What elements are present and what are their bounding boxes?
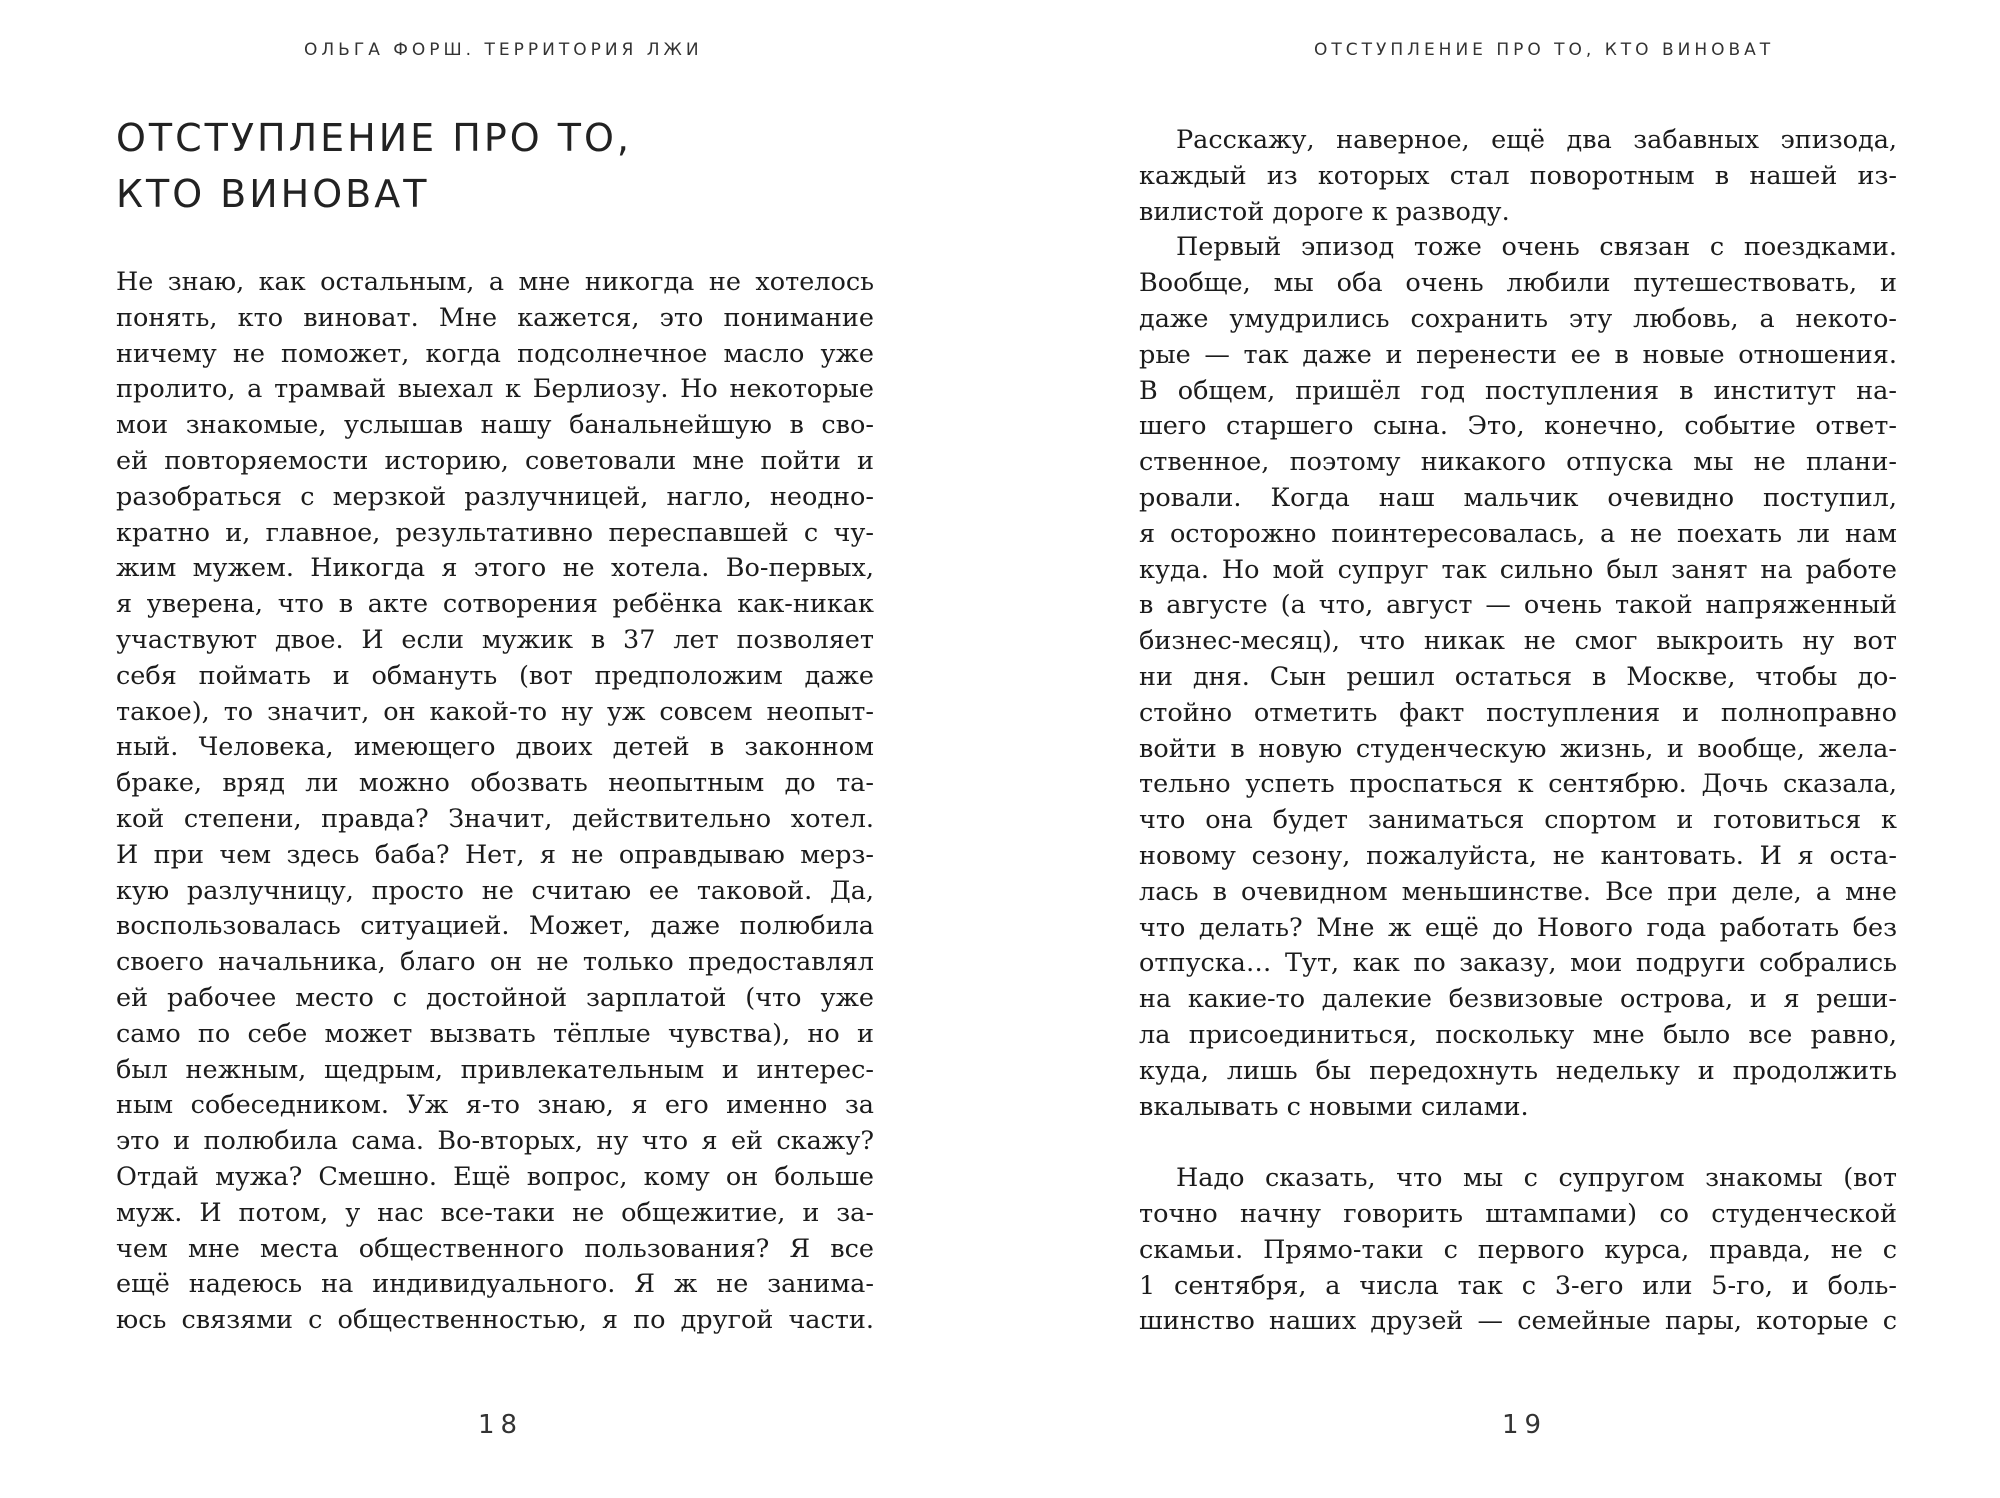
text-line: ей повторяемости историю, советовали мне пойти и <box>116 445 874 476</box>
text-line: ещё надеюсь на индивидуального. Я ж не занима- <box>116 1269 874 1300</box>
text-line: браке, вряд ли можно обозвать неопытным до та- <box>116 768 874 799</box>
text-line: Первый эпизод тоже очень связан с поездками. <box>1176 232 1897 263</box>
text-line: был нежным, щедрым, привлекательным и интерес- <box>116 1054 874 1085</box>
text-line: кую разлучницу, просто не считаю ее таковой. Да, <box>116 875 874 906</box>
text-line: пролито, а трамвай выехал к Берлиозу. Но некоторые <box>116 374 874 405</box>
text-line: рые — так даже и перенести ее в новые отношения. <box>1139 339 1897 370</box>
chapter-title <box>116 110 632 222</box>
text-line: вкалывать с новыми силами. <box>1139 1091 1529 1122</box>
text-line: это и полюбила сама. Во-вторых, ну что я ей скажу? <box>116 1126 874 1157</box>
text-line: на какие-то далекие безвизовые острова, и я реши- <box>1139 984 1897 1015</box>
text-line: такое), то значит, он какой-то ну уж совсем неопыт- <box>116 696 874 727</box>
text-line: понять, кто виноват. Мне кажется, это понимание <box>116 302 874 333</box>
text-line: скамьи. Прямо-таки с первого курса, правда, не с <box>1139 1234 1897 1265</box>
text-line: своего начальника, благо он не только предоставлял <box>116 947 874 978</box>
paragraph-gap <box>1139 1125 1897 1161</box>
text-line: кратно и, главное, результативно переспавшей с чу- <box>116 517 874 548</box>
text-line: само по себе может вызвать тёплые чувства), но и <box>116 1018 874 1049</box>
text-line: ным собеседником. Уж я-то знаю, я его именно за <box>116 1090 874 1121</box>
text-line: В общем, пришёл год поступления в институт на- <box>1139 375 1897 406</box>
page-number-left: 18 <box>478 1410 524 1440</box>
text-line: себя поймать и обмануть (вот предположим даже <box>116 660 874 691</box>
text-line: муж. И потом, у нас все-таки не общежитие, и за- <box>116 1197 874 1228</box>
right-page <box>1000 0 2000 1498</box>
text-line: новому сезону, пожалуйста, не кантовать. И я оста- <box>1139 840 1897 871</box>
text-line: Не знаю, как остальным, а мне никогда не хотелось <box>116 267 874 297</box>
text-line: Надо сказать, что мы с супругом знакомы (вот <box>1176 1163 1897 1194</box>
text-line: Расскажу, наверное, ещё два забавных эпизода, <box>1176 125 1897 155</box>
text-line: кой степени, правда? Значит, действительно хотел. <box>116 803 874 834</box>
text-line: ни дня. Сын решил остаться в Москве, чтобы до- <box>1139 661 1897 692</box>
text-line: разобраться с мерзкой разлучницей, нагло, неодно- <box>116 481 874 512</box>
text-line: мои знакомые, услышав нашу банальнейшую в сво- <box>116 410 874 441</box>
text-line: Вообще, мы оба очень любили путешествовать, и <box>1139 268 1897 299</box>
text-line: отпуска… Тут, как по заказу, мои подруги собрались <box>1139 948 1897 979</box>
text-line: юсь связями с общественностью, я по другой части. <box>116 1305 874 1336</box>
text-line: ровали. Когда наш мальчик очевидно поступил, <box>1139 482 1897 513</box>
page-number-right: 19 <box>1502 1410 1548 1440</box>
text-line: ничему не поможет, когда подсолнечное масло уже <box>116 338 874 369</box>
text-line: войти в новую студенческую жизнь, и вообще, жела- <box>1139 733 1897 764</box>
text-line: тельно успеть проспаться к сентябрю. Дочь сказала, <box>1139 769 1897 800</box>
text-line: ный. Человека, имеющего двоих детей в законном <box>116 732 874 763</box>
text-line: я осторожно поинтересовалась, а не поехать ли нам <box>1139 518 1897 549</box>
running-head-left: ОЛЬГА ФОРШ. ТЕРРИТОРИЯ ЛЖИ <box>304 40 703 60</box>
chapter-title-line: ОТСТУПЛЕНИЕ ПРО ТО, <box>116 116 632 160</box>
text-line: Отдай мужа? Смешно. Ещё вопрос, кому он больше <box>116 1161 874 1192</box>
running-head-right: ОТСТУПЛЕНИЕ ПРО ТО, КТО ВИНОВАТ <box>1314 40 1775 60</box>
text-line: каждый из которых стал поворотным в нашей из- <box>1139 160 1897 191</box>
text-line: чем мне места общественного пользования? Я все <box>116 1233 874 1264</box>
text-line: воспользовалась ситуацией. Может, даже полюбила <box>116 911 874 942</box>
text-line: бизнес-месяц), что никак не смог выкроить ну вот <box>1139 626 1897 657</box>
text-line: что делать? Мне ж ещё до Нового года работать без <box>1139 912 1897 943</box>
text-line: я уверена, что в акте сотворения ребёнка как-никак <box>116 589 874 620</box>
text-line: ла присоединиться, поскольку мне было все равно, <box>1139 1019 1897 1050</box>
text-line: в августе (а что, август — очень такой напряженный <box>1139 590 1897 621</box>
text-line: куда, лишь бы передохнуть недельку и продолжить <box>1139 1055 1897 1086</box>
text-line: лась в очевидном меньшинстве. Все при деле, а мне <box>1139 876 1897 907</box>
text-line: стойно отметить факт поступления и полноправно <box>1139 697 1897 728</box>
right-body-text <box>1139 123 1897 1340</box>
text-line: участвуют двое. И если мужик в 37 лет позволяет <box>116 624 874 655</box>
text-line: ственное, поэтому никакого отпуска мы не плани- <box>1139 447 1897 478</box>
text-line: жим мужем. Никогда я этого не хотела. Во-первых, <box>116 553 874 584</box>
text-line: шинство наших друзей — семейные пары, которые с <box>1139 1306 1897 1337</box>
text-line: ей рабочее место с достойной зарплатой (что уже <box>116 982 874 1013</box>
text-line: точно начну говорить штампами) со студенческой <box>1139 1198 1897 1229</box>
text-line: 1 сентября, а числа так с 3-его или 5-го, и боль- <box>1139 1270 1897 1301</box>
text-line: вилистой дороге к разводу. <box>1139 196 1510 227</box>
text-line: И при чем здесь баба? Нет, я не оправдываю мерз- <box>116 839 874 870</box>
text-line: даже умудрились сохранить эту любовь, а некото- <box>1139 303 1897 334</box>
text-line: шего старшего сына. Это, конечно, событие ответ- <box>1139 411 1897 442</box>
text-line: что она будет заниматься спортом и готовиться к <box>1139 805 1897 836</box>
left-body-text <box>116 265 874 1339</box>
chapter-title-line: КТО ВИНОВАТ <box>116 172 430 216</box>
text-line: куда. Но мой супруг так сильно был занят на работе <box>1139 554 1897 585</box>
